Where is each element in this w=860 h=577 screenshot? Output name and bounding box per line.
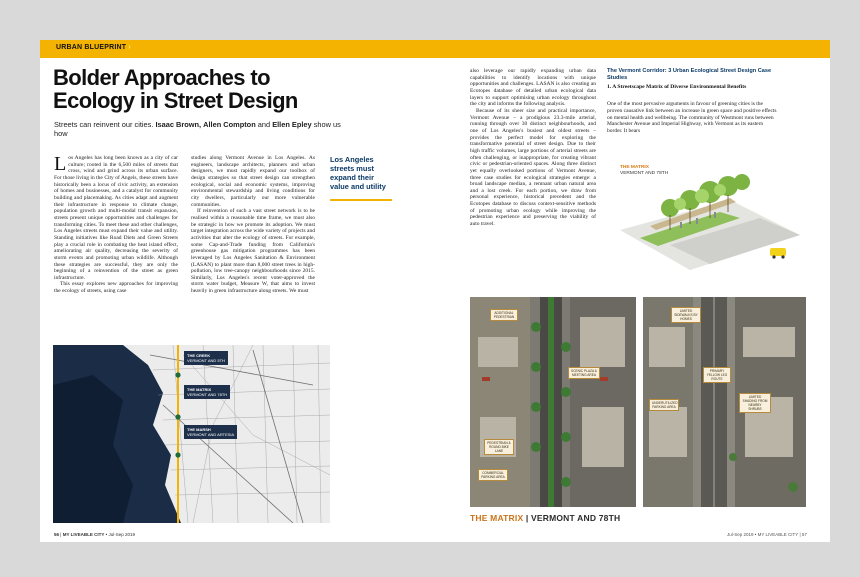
streetscape-rendering <box>610 160 806 282</box>
callout-label: LIMITED SHADING FROM NEARBY SHRUBS <box>739 393 771 413</box>
author-separator: , <box>199 120 202 129</box>
callout-label: ADDITIONAL PEDESTRIAN <box>490 309 518 321</box>
sidebar-heading: The Vermont Corridor: 3 Urban Ecological Street Design Case Studies <box>607 68 772 81</box>
paragraph-text: os Angeles has long been known as a city of car culture; rooted in the 6,500 miles of streets that cross, wind and grind across its urban surface. For those living in the City of Angels, these streets have historically been a locus of civic activity, an extension of homes and businesses, and a catalyst for community building and placemaking. As cities adapt and augment their infrastructure in response to climate change, population growth and multi-modal transit expansion, streets present unique opportunities and challenges for transforming cities. To meet these and other challenges, Los Angeles streets must expand their value and utility. Standing initiatives like Road Diets and Green Streets play a crucial role in combating the heat island effect, ameliorating air quality, decreasing the severity of storm events and promoting urban wildlife. Although these strategies are successful, they are only the beginning of a reinvention of the street as green infrastructure. <box>54 155 178 281</box>
body-paragraph: also leverage our rapidly expanding urban data capabilities to identify locations with unique opportunities and challenges. LASAN is also creating an Ecotopes database of detailed urban ecological data layers to support optimising urban ecology throughout the city and informs the following analysis. <box>470 68 596 108</box>
article-dek <box>54 120 354 138</box>
dek-tail: show us how <box>54 120 341 138</box>
section-banner <box>40 40 830 58</box>
author-name: Allen Compton <box>203 120 256 129</box>
pull-quote-rule <box>330 199 392 201</box>
aerial-plan-proposed <box>643 297 806 507</box>
callout-title: THE CREEK <box>187 353 211 358</box>
issue-date: • Jul-Sep 2019 <box>105 532 136 537</box>
caption-subtitle: | VERMONT AND 78TH <box>523 513 621 523</box>
body-paragraph: studies along Vermont Avenue in Los Angeles. As engineers, landscape architects, planners and urban designers, we must rapidly expand our toolbox of design strategies so that street design can strengthen ecological, social and economic systems, improving environmental stewardship and living conditions for city dwellers, particularly our more vulnerable communities. <box>191 155 315 208</box>
dek-lead: Streets can reinvent our cities. <box>54 120 154 129</box>
rendering-subtitle: VERMONT AND 78TH <box>620 171 669 176</box>
author-name: Ellen Epley <box>272 120 312 129</box>
section-name: URBAN BLUEPRINT <box>56 44 127 51</box>
callout-label: PEDESTRIAN & ROUND BIKE LANE <box>484 439 514 455</box>
map-callout-marsh <box>184 425 237 439</box>
callout-label: COMMERCIAL PARKING AREA <box>478 469 508 481</box>
pull-quote: Los Angeles streets must expand their value and utility <box>330 155 386 191</box>
callout-subtitle: VERMONT AND 78TH <box>187 392 228 397</box>
section-label <box>56 44 131 51</box>
callout-title: THE MATRIX <box>187 387 212 392</box>
page-number: 56 <box>54 532 60 537</box>
callout-label: UNDERUTILIZED PARKING AREA <box>649 399 679 411</box>
aerial-plan-existing <box>470 297 636 507</box>
body-column-1 <box>54 155 178 295</box>
callout-label: PRIMARY YELLOW LEG ROUTE <box>703 367 731 383</box>
callout-subtitle: VERMONT AND ARTESIA <box>187 432 235 437</box>
folio-separator: | <box>60 532 62 537</box>
map-callout-creek <box>184 351 228 365</box>
body-column-3 <box>470 68 596 228</box>
right-folio: Jul-Sep 2019 • MY LIVEABLE CITY | 57 <box>727 532 807 537</box>
sidebar-subheading: 1. A Streetscape Matrix of Diverse Environmental Benefits <box>607 84 747 90</box>
rendering-title: THE MATRIX <box>620 165 649 170</box>
figure-caption <box>470 513 620 523</box>
callout-label: LIMITED SIDEWALKS BY HOMES <box>671 307 701 323</box>
body-paragraph: This essay explores new approaches for improving the ecology of streets, using case <box>54 281 178 295</box>
rendering-label <box>620 165 668 177</box>
banner-arrow-icon: › <box>128 44 131 51</box>
body-paragraph: If reinvention of such a vast street network is to be realised within a reasonable time frame, we must also be strategic in how we promote its adoption. We must target integration across the wide variety of projects and activities that alter the ecology of streets. For example, some Cap-and-Trade funding from California's greenhouse gas mitigation programmes has been leveraged by Los Angeles Sanitation & Environment (LASAN) to plant more than 8,000 street trees in high-pollution, low tree-canopy neighbourhoods since 2015. Similarly, Los Angeles's recent voter-approved the storm water budget, Measure W, that aims to invest heavily in green infrastructure along streets. We must <box>191 208 315 295</box>
callout-label: SCENIC PLAZA & MEETING AREA <box>568 367 600 379</box>
callout-subtitle: VERMONT AND 5TH <box>187 358 225 363</box>
sidebar-text: One of the most pervasive arguments in favour of greening cities is the proven causative link between an increase in green space and positive effects on mental health and wellbeing. The community of Westmont runs between Manchester Avenue and Imperial Highway, with Vermont as its eastern border. It bears <box>607 101 777 135</box>
author-name: Isaac Brown <box>155 120 200 129</box>
caption-title: THE MATRIX <box>470 513 524 523</box>
author-conjunction: and <box>257 120 271 129</box>
callout-title: THE MARSH <box>187 427 211 432</box>
body-paragraph <box>54 155 178 281</box>
left-folio <box>54 532 135 537</box>
article-headline: Bolder Approaches to Ecology in Street Design <box>53 65 298 113</box>
body-paragraph: Because of its sheer size and practical importance, Vermont Avenue – a prodigious 23.3-mile arterial, running through over 30 distinct neighbourhoods, and one of Los Angeles's busiest and oldest streets – provides the perfect model for exploring the transformative potential of street design. Due to their high traffic volumes, large portions of arterial streets are often challenging, or inappropriate, for creating vibrant civic or pedestrian-oriented spaces. Along three distinct yet equally overlooked portions of Vermont Avenue, three case studies for ecological strategies emerge: a broad landscape median, a remnant urban natural area and a lost creek. For each portion, we draw from personal experience, historical precedent and the Ecotopes database to discuss context-sensitive methods of promoting urban ecology while improving the pedestrian experience and preserving the viability of auto travel. <box>470 107 596 228</box>
publication-name: MY LIVEABLE CITY <box>62 532 105 537</box>
vermont-corridor-map <box>53 345 330 523</box>
drop-cap: L <box>54 153 67 175</box>
map-callout-matrix <box>184 385 230 399</box>
body-column-2 <box>191 155 315 295</box>
